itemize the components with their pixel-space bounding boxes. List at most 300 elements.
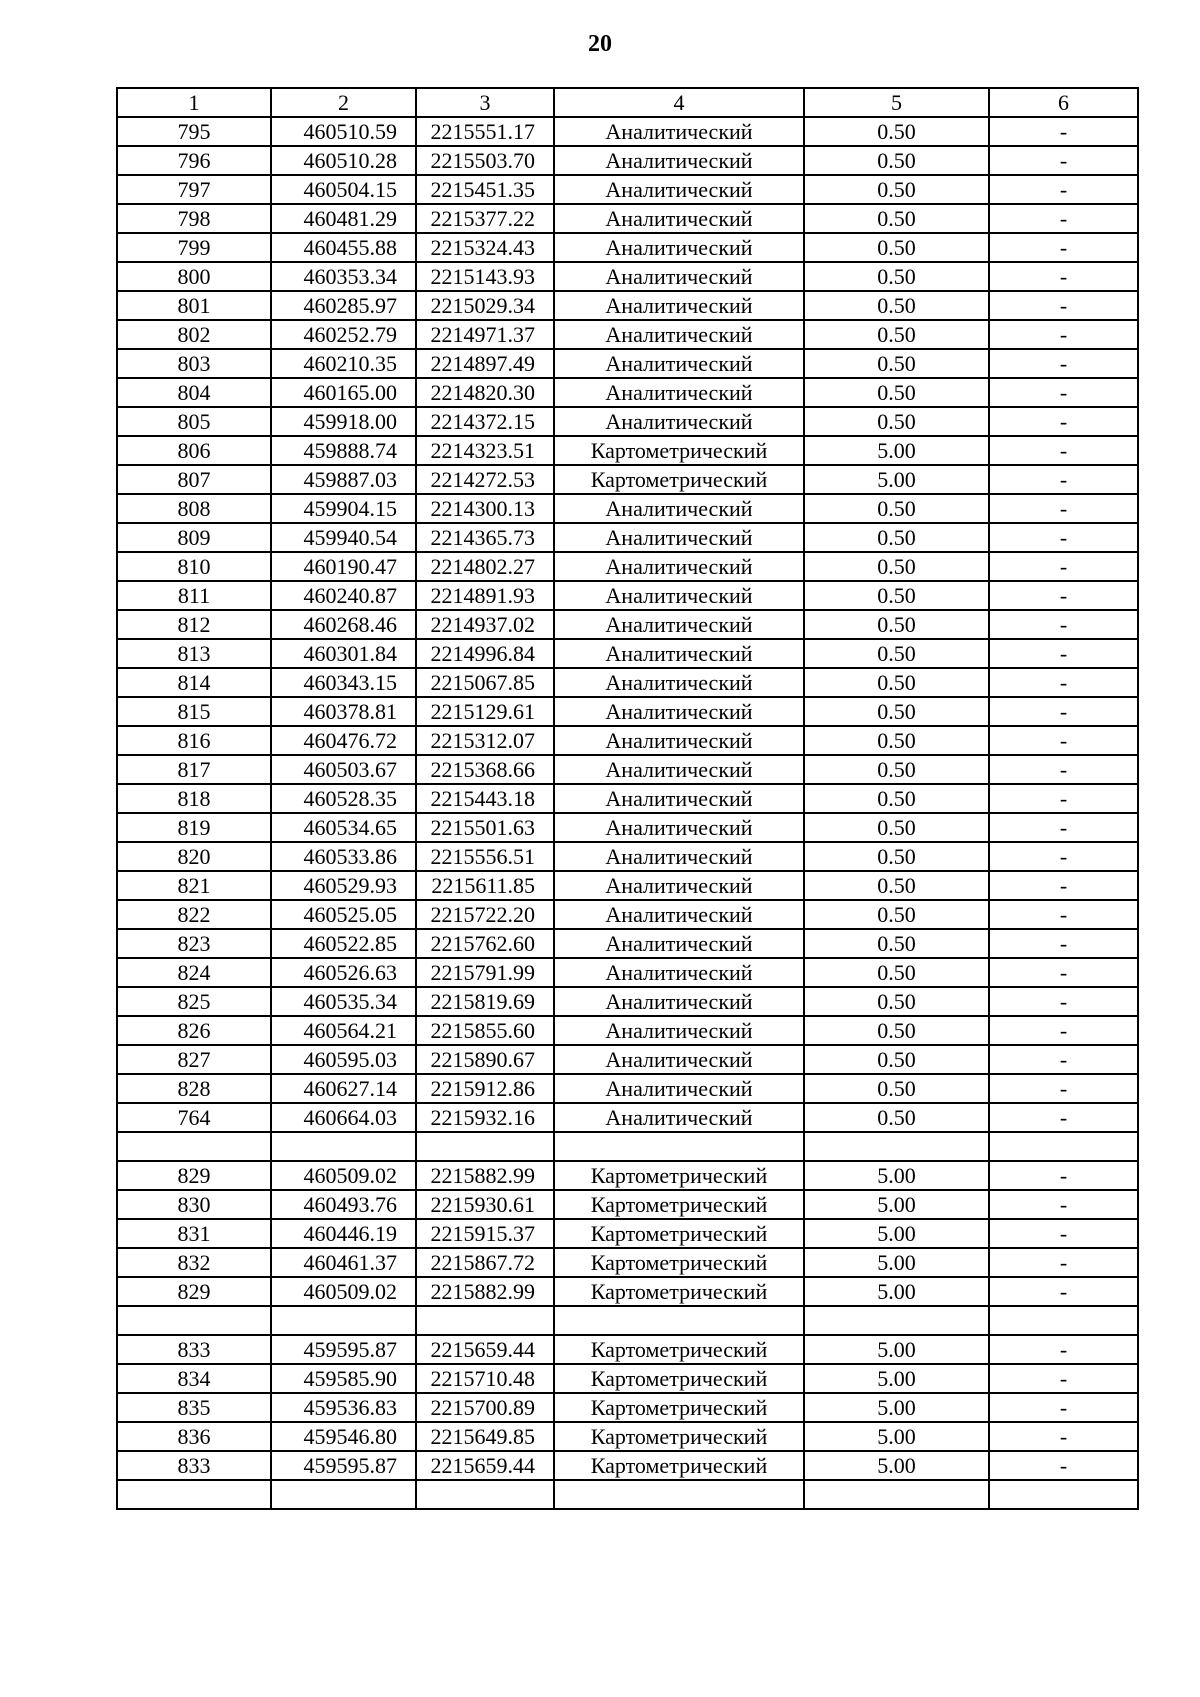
y-coordinate-cell: 2215451.35 xyxy=(416,175,554,204)
point-number-cell: 835 xyxy=(117,1393,271,1422)
x-coordinate-cell: 459546.80 xyxy=(271,1422,416,1451)
accuracy-cell: 5.00 xyxy=(804,1190,989,1219)
method-cell: Аналитический xyxy=(554,813,804,842)
note-cell: - xyxy=(989,494,1138,523)
y-coordinate-cell: 2215819.69 xyxy=(416,987,554,1016)
point-number-cell: 814 xyxy=(117,668,271,697)
accuracy-cell: 0.50 xyxy=(804,233,989,262)
note-cell: - xyxy=(989,871,1138,900)
accuracy-cell: 0.50 xyxy=(804,523,989,552)
x-coordinate-cell: 460301.84 xyxy=(271,639,416,668)
method-cell: Картометрический xyxy=(554,1277,804,1306)
y-coordinate-cell: 2214937.02 xyxy=(416,610,554,639)
method-cell: Аналитический xyxy=(554,987,804,1016)
method-cell: Аналитический xyxy=(554,378,804,407)
column-header: 1 xyxy=(117,88,271,117)
accuracy-cell: 0.50 xyxy=(804,610,989,639)
y-coordinate-cell: 2214372.15 xyxy=(416,407,554,436)
note-cell: - xyxy=(989,1103,1138,1132)
column-header: 2 xyxy=(271,88,416,117)
accuracy-cell: 0.50 xyxy=(804,697,989,726)
x-coordinate-cell: 460522.85 xyxy=(271,929,416,958)
y-coordinate-cell xyxy=(416,1132,554,1161)
x-coordinate-cell: 460190.47 xyxy=(271,552,416,581)
x-coordinate-cell: 460534.65 xyxy=(271,813,416,842)
accuracy-cell: 0.50 xyxy=(804,784,989,813)
accuracy-cell: 0.50 xyxy=(804,117,989,146)
x-coordinate-cell: 459888.74 xyxy=(271,436,416,465)
table-row xyxy=(117,639,1138,668)
point-number-cell: 826 xyxy=(117,1016,271,1045)
y-coordinate-cell: 2214820.30 xyxy=(416,378,554,407)
accuracy-cell: 0.50 xyxy=(804,349,989,378)
point-number-cell: 800 xyxy=(117,262,271,291)
method-cell: Аналитический xyxy=(554,726,804,755)
point-number-cell: 802 xyxy=(117,320,271,349)
accuracy-cell: 5.00 xyxy=(804,1451,989,1480)
note-cell: - xyxy=(989,581,1138,610)
x-coordinate-cell: 460493.76 xyxy=(271,1190,416,1219)
method-cell: Аналитический xyxy=(554,610,804,639)
method-cell: Аналитический xyxy=(554,349,804,378)
method-cell: Аналитический xyxy=(554,494,804,523)
table-row xyxy=(117,1074,1138,1103)
note-cell: - xyxy=(989,639,1138,668)
point-number-cell: 827 xyxy=(117,1045,271,1074)
method-cell: Аналитический xyxy=(554,204,804,233)
x-coordinate-cell: 459536.83 xyxy=(271,1393,416,1422)
accuracy-cell: 0.50 xyxy=(804,581,989,610)
y-coordinate-cell: 2215855.60 xyxy=(416,1016,554,1045)
method-cell: Аналитический xyxy=(554,929,804,958)
accuracy-cell: 5.00 xyxy=(804,1364,989,1393)
note-cell: - xyxy=(989,407,1138,436)
note-cell: - xyxy=(989,1190,1138,1219)
table-row xyxy=(117,1451,1138,1480)
table-row xyxy=(117,1016,1138,1045)
method-cell: Картометрический xyxy=(554,1161,804,1190)
y-coordinate-cell: 2214365.73 xyxy=(416,523,554,552)
y-coordinate-cell: 2215659.44 xyxy=(416,1335,554,1364)
method-cell: Аналитический xyxy=(554,668,804,697)
y-coordinate-cell: 2215368.66 xyxy=(416,755,554,784)
x-coordinate-cell: 460529.93 xyxy=(271,871,416,900)
method-cell: Картометрический xyxy=(554,1451,804,1480)
accuracy-cell: 0.50 xyxy=(804,204,989,233)
method-cell xyxy=(554,1306,804,1335)
note-cell: - xyxy=(989,117,1138,146)
x-coordinate-cell xyxy=(271,1306,416,1335)
x-coordinate-cell: 460627.14 xyxy=(271,1074,416,1103)
table-row xyxy=(117,581,1138,610)
y-coordinate-cell: 2215930.61 xyxy=(416,1190,554,1219)
accuracy-cell: 0.50 xyxy=(804,929,989,958)
table-row xyxy=(117,320,1138,349)
note-cell: - xyxy=(989,1451,1138,1480)
table-row xyxy=(117,233,1138,262)
point-number-cell: 836 xyxy=(117,1422,271,1451)
accuracy-cell: 0.50 xyxy=(804,494,989,523)
method-cell: Аналитический xyxy=(554,1045,804,1074)
point-number-cell: 797 xyxy=(117,175,271,204)
point-number-cell: 798 xyxy=(117,204,271,233)
x-coordinate-cell xyxy=(271,1132,416,1161)
x-coordinate-cell: 460533.86 xyxy=(271,842,416,871)
point-number-cell: 833 xyxy=(117,1335,271,1364)
note-cell: - xyxy=(989,175,1138,204)
point-number-cell: 807 xyxy=(117,465,271,494)
method-cell: Картометрический xyxy=(554,436,804,465)
accuracy-cell: 0.50 xyxy=(804,668,989,697)
method-cell: Аналитический xyxy=(554,552,804,581)
table-row xyxy=(117,349,1138,378)
accuracy-cell: 0.50 xyxy=(804,262,989,291)
y-coordinate-cell: 2214272.53 xyxy=(416,465,554,494)
y-coordinate-cell: 2215659.44 xyxy=(416,1451,554,1480)
accuracy-cell: 5.00 xyxy=(804,1393,989,1422)
table-row xyxy=(117,1480,1138,1509)
method-cell: Аналитический xyxy=(554,523,804,552)
y-coordinate-cell xyxy=(416,1306,554,1335)
note-cell: - xyxy=(989,1364,1138,1393)
note-cell: - xyxy=(989,1074,1138,1103)
y-coordinate-cell: 2214971.37 xyxy=(416,320,554,349)
accuracy-cell: 5.00 xyxy=(804,1161,989,1190)
x-coordinate-cell: 460353.34 xyxy=(271,262,416,291)
point-number-cell: 816 xyxy=(117,726,271,755)
method-cell xyxy=(554,1480,804,1509)
method-cell: Аналитический xyxy=(554,871,804,900)
y-coordinate-cell: 2215700.89 xyxy=(416,1393,554,1422)
table-row xyxy=(117,1306,1138,1335)
method-cell: Картометрический xyxy=(554,1364,804,1393)
x-coordinate-cell: 460476.72 xyxy=(271,726,416,755)
accuracy-cell: 0.50 xyxy=(804,320,989,349)
y-coordinate-cell: 2215324.43 xyxy=(416,233,554,262)
accuracy-cell: 5.00 xyxy=(804,1277,989,1306)
x-coordinate-cell: 460504.15 xyxy=(271,175,416,204)
table-row xyxy=(117,1161,1138,1190)
y-coordinate-cell: 2215556.51 xyxy=(416,842,554,871)
x-coordinate-cell: 460526.63 xyxy=(271,958,416,987)
point-number-cell: 820 xyxy=(117,842,271,871)
note-cell: - xyxy=(989,1219,1138,1248)
note-cell: - xyxy=(989,1335,1138,1364)
table-row xyxy=(117,784,1138,813)
point-number-cell: 830 xyxy=(117,1190,271,1219)
note-cell: - xyxy=(989,1016,1138,1045)
table-header-row xyxy=(117,88,1138,117)
point-number-cell: 822 xyxy=(117,900,271,929)
note-cell: - xyxy=(989,349,1138,378)
table-row xyxy=(117,407,1138,436)
table-row xyxy=(117,146,1138,175)
method-cell: Аналитический xyxy=(554,407,804,436)
method-cell: Аналитический xyxy=(554,1103,804,1132)
point-number-cell: 829 xyxy=(117,1161,271,1190)
y-coordinate-cell: 2215791.99 xyxy=(416,958,554,987)
x-coordinate-cell: 460268.46 xyxy=(271,610,416,639)
x-coordinate-cell: 460664.03 xyxy=(271,1103,416,1132)
point-number-cell: 801 xyxy=(117,291,271,320)
accuracy-cell: 5.00 xyxy=(804,1219,989,1248)
table-row xyxy=(117,755,1138,784)
y-coordinate-cell: 2214802.27 xyxy=(416,552,554,581)
x-coordinate-cell: 460252.79 xyxy=(271,320,416,349)
y-coordinate-cell: 2215377.22 xyxy=(416,204,554,233)
note-cell: - xyxy=(989,291,1138,320)
method-cell: Картометрический xyxy=(554,1219,804,1248)
table-row xyxy=(117,1190,1138,1219)
table-row xyxy=(117,465,1138,494)
point-number-cell: 808 xyxy=(117,494,271,523)
accuracy-cell: 0.50 xyxy=(804,378,989,407)
x-coordinate-cell: 459904.15 xyxy=(271,494,416,523)
note-cell: - xyxy=(989,813,1138,842)
method-cell: Аналитический xyxy=(554,146,804,175)
accuracy-cell xyxy=(804,1132,989,1161)
point-number-cell: 831 xyxy=(117,1219,271,1248)
note-cell: - xyxy=(989,697,1138,726)
accuracy-cell: 0.50 xyxy=(804,842,989,871)
table-row xyxy=(117,175,1138,204)
x-coordinate-cell: 460285.97 xyxy=(271,291,416,320)
note-cell: - xyxy=(989,929,1138,958)
table-row xyxy=(117,262,1138,291)
table-row xyxy=(117,552,1138,581)
point-number-cell: 832 xyxy=(117,1248,271,1277)
point-number-cell: 812 xyxy=(117,610,271,639)
method-cell xyxy=(554,1132,804,1161)
y-coordinate-cell: 2215501.63 xyxy=(416,813,554,842)
table-row xyxy=(117,1422,1138,1451)
y-coordinate-cell xyxy=(416,1480,554,1509)
column-header: 5 xyxy=(804,88,989,117)
method-cell: Картометрический xyxy=(554,1190,804,1219)
y-coordinate-cell: 2215143.93 xyxy=(416,262,554,291)
point-number-cell: 833 xyxy=(117,1451,271,1480)
table-body xyxy=(117,117,1138,1509)
table-row xyxy=(117,1132,1138,1161)
point-number-cell: 803 xyxy=(117,349,271,378)
table-row xyxy=(117,697,1138,726)
x-coordinate-cell: 460165.00 xyxy=(271,378,416,407)
y-coordinate-cell: 2215551.17 xyxy=(416,117,554,146)
method-cell: Картометрический xyxy=(554,1248,804,1277)
note-cell: - xyxy=(989,378,1138,407)
point-number-cell: 796 xyxy=(117,146,271,175)
table-row xyxy=(117,958,1138,987)
table-row xyxy=(117,1219,1138,1248)
method-cell: Аналитический xyxy=(554,1074,804,1103)
note-cell: - xyxy=(989,1045,1138,1074)
y-coordinate-cell: 2215029.34 xyxy=(416,291,554,320)
page-number: 20 xyxy=(588,31,612,57)
table-row xyxy=(117,1045,1138,1074)
y-coordinate-cell: 2215762.60 xyxy=(416,929,554,958)
y-coordinate-cell: 2215890.67 xyxy=(416,1045,554,1074)
note-cell: - xyxy=(989,523,1138,552)
table-row xyxy=(117,929,1138,958)
y-coordinate-cell: 2214300.13 xyxy=(416,494,554,523)
x-coordinate-cell: 460343.15 xyxy=(271,668,416,697)
note-cell xyxy=(989,1306,1138,1335)
point-number-cell: 823 xyxy=(117,929,271,958)
accuracy-cell: 0.50 xyxy=(804,900,989,929)
point-number-cell: 806 xyxy=(117,436,271,465)
note-cell: - xyxy=(989,1393,1138,1422)
table-row xyxy=(117,117,1138,146)
point-number-cell: 829 xyxy=(117,1277,271,1306)
y-coordinate-cell: 2214891.93 xyxy=(416,581,554,610)
x-coordinate-cell: 460461.37 xyxy=(271,1248,416,1277)
note-cell: - xyxy=(989,842,1138,871)
column-header: 4 xyxy=(554,88,804,117)
note-cell: - xyxy=(989,1277,1138,1306)
point-number-cell: 821 xyxy=(117,871,271,900)
accuracy-cell: 0.50 xyxy=(804,639,989,668)
table-row xyxy=(117,291,1138,320)
table-row xyxy=(117,813,1138,842)
point-number-cell: 805 xyxy=(117,407,271,436)
method-cell: Аналитический xyxy=(554,697,804,726)
x-coordinate-cell: 460455.88 xyxy=(271,233,416,262)
method-cell: Аналитический xyxy=(554,900,804,929)
x-coordinate-cell: 460509.02 xyxy=(271,1277,416,1306)
accuracy-cell: 0.50 xyxy=(804,871,989,900)
table-row xyxy=(117,726,1138,755)
accuracy-cell: 5.00 xyxy=(804,1422,989,1451)
y-coordinate-cell: 2215710.48 xyxy=(416,1364,554,1393)
x-coordinate-cell: 460535.34 xyxy=(271,987,416,1016)
method-cell: Картометрический xyxy=(554,1393,804,1422)
note-cell: - xyxy=(989,146,1138,175)
table-row xyxy=(117,987,1138,1016)
accuracy-cell: 0.50 xyxy=(804,987,989,1016)
point-number-cell: 825 xyxy=(117,987,271,1016)
point-number-cell xyxy=(117,1480,271,1509)
note-cell: - xyxy=(989,1161,1138,1190)
y-coordinate-cell: 2215722.20 xyxy=(416,900,554,929)
x-coordinate-cell: 460510.59 xyxy=(271,117,416,146)
point-number-cell: 799 xyxy=(117,233,271,262)
method-cell: Аналитический xyxy=(554,1016,804,1045)
accuracy-cell: 0.50 xyxy=(804,407,989,436)
accuracy-cell: 0.50 xyxy=(804,813,989,842)
accuracy-cell: 0.50 xyxy=(804,958,989,987)
accuracy-cell: 0.50 xyxy=(804,726,989,755)
x-coordinate-cell: 460595.03 xyxy=(271,1045,416,1074)
method-cell: Аналитический xyxy=(554,842,804,871)
x-coordinate-cell: 460210.35 xyxy=(271,349,416,378)
x-coordinate-cell: 460510.28 xyxy=(271,146,416,175)
note-cell: - xyxy=(989,436,1138,465)
point-number-cell: 828 xyxy=(117,1074,271,1103)
method-cell: Картометрический xyxy=(554,465,804,494)
x-coordinate-cell: 459585.90 xyxy=(271,1364,416,1393)
coordinates-table xyxy=(116,87,1139,1510)
point-number-cell: 815 xyxy=(117,697,271,726)
point-number-cell: 819 xyxy=(117,813,271,842)
y-coordinate-cell: 2215932.16 xyxy=(416,1103,554,1132)
point-number-cell: 809 xyxy=(117,523,271,552)
note-cell: - xyxy=(989,552,1138,581)
table-row xyxy=(117,871,1138,900)
x-coordinate-cell: 460503.67 xyxy=(271,755,416,784)
point-number-cell: 813 xyxy=(117,639,271,668)
y-coordinate-cell: 2215882.99 xyxy=(416,1277,554,1306)
x-coordinate-cell: 459918.00 xyxy=(271,407,416,436)
y-coordinate-cell: 2215915.37 xyxy=(416,1219,554,1248)
x-coordinate-cell: 460525.05 xyxy=(271,900,416,929)
table-row xyxy=(117,1277,1138,1306)
x-coordinate-cell: 460481.29 xyxy=(271,204,416,233)
note-cell: - xyxy=(989,1422,1138,1451)
x-coordinate-cell: 460378.81 xyxy=(271,697,416,726)
table-row xyxy=(117,610,1138,639)
x-coordinate-cell: 460446.19 xyxy=(271,1219,416,1248)
accuracy-cell: 5.00 xyxy=(804,436,989,465)
note-cell xyxy=(989,1132,1138,1161)
accuracy-cell: 5.00 xyxy=(804,465,989,494)
note-cell: - xyxy=(989,987,1138,1016)
point-number-cell: 824 xyxy=(117,958,271,987)
table-row xyxy=(117,1335,1138,1364)
column-header: 6 xyxy=(989,88,1138,117)
accuracy-cell: 0.50 xyxy=(804,552,989,581)
note-cell: - xyxy=(989,610,1138,639)
accuracy-cell: 0.50 xyxy=(804,1074,989,1103)
method-cell: Аналитический xyxy=(554,320,804,349)
x-coordinate-cell: 459887.03 xyxy=(271,465,416,494)
method-cell: Аналитический xyxy=(554,639,804,668)
table-row xyxy=(117,1103,1138,1132)
y-coordinate-cell: 2214323.51 xyxy=(416,436,554,465)
table-row xyxy=(117,1364,1138,1393)
table-row xyxy=(117,494,1138,523)
method-cell: Аналитический xyxy=(554,262,804,291)
accuracy-cell: 0.50 xyxy=(804,1016,989,1045)
table-row xyxy=(117,523,1138,552)
note-cell: - xyxy=(989,755,1138,784)
y-coordinate-cell: 2215649.85 xyxy=(416,1422,554,1451)
note-cell xyxy=(989,1480,1138,1509)
accuracy-cell xyxy=(804,1306,989,1335)
point-number-cell: 795 xyxy=(117,117,271,146)
method-cell: Аналитический xyxy=(554,117,804,146)
table-row xyxy=(117,668,1138,697)
method-cell: Картометрический xyxy=(554,1422,804,1451)
accuracy-cell: 0.50 xyxy=(804,291,989,320)
method-cell: Аналитический xyxy=(554,755,804,784)
method-cell: Аналитический xyxy=(554,291,804,320)
table-row xyxy=(117,1248,1138,1277)
x-coordinate-cell: 459595.87 xyxy=(271,1451,416,1480)
note-cell: - xyxy=(989,958,1138,987)
accuracy-cell: 0.50 xyxy=(804,1045,989,1074)
point-number-cell xyxy=(117,1306,271,1335)
accuracy-cell: 5.00 xyxy=(804,1248,989,1277)
table-row xyxy=(117,842,1138,871)
point-number-cell: 818 xyxy=(117,784,271,813)
note-cell: - xyxy=(989,900,1138,929)
y-coordinate-cell: 2214897.49 xyxy=(416,349,554,378)
table-row xyxy=(117,378,1138,407)
note-cell: - xyxy=(989,1248,1138,1277)
point-number-cell: 834 xyxy=(117,1364,271,1393)
accuracy-cell: 0.50 xyxy=(804,146,989,175)
method-cell: Аналитический xyxy=(554,175,804,204)
